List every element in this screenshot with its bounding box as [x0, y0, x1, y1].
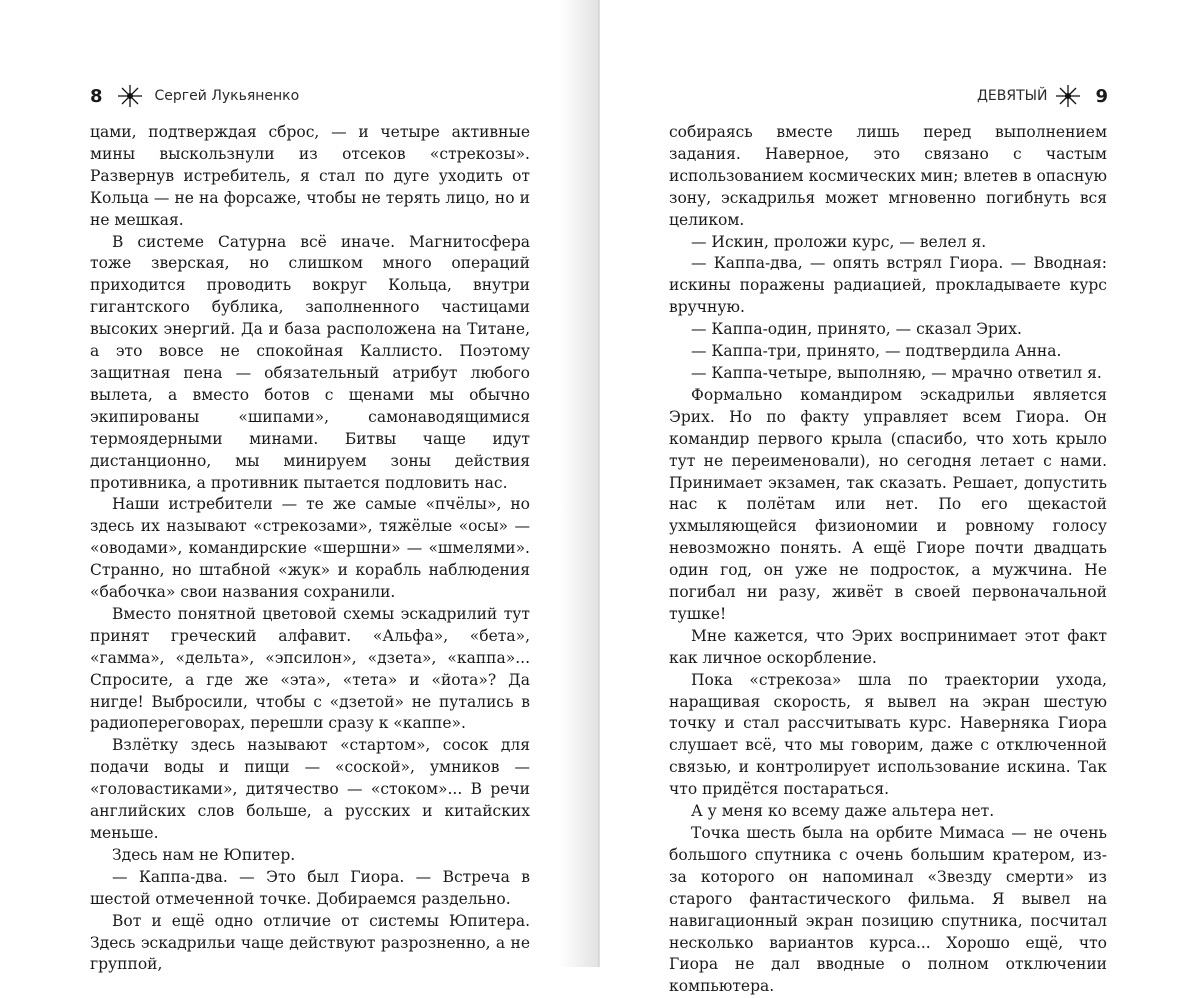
- right-page-body: [669, 122, 1107, 998]
- spark-ornament-icon: [115, 83, 145, 109]
- paragraph: Точка шесть была на орбите Мимаса — не очень большого спутника с очень большим кратером, из-за которого он напоминал «Звезду смерти» из старого фантастического фильма. Я вывел на навигационный экран позицию спутника, посчитал несколько вариантов курса... Хорошо ещё, что Гиора не дал вводные о полном отключении компьютера.: [669, 824, 1107, 996]
- paragraph: Взлётку здесь называют «стартом», сосок для подачи воды и пищи — «соской», умников — «головастиками», дитячество — «стоком»... В речи английских слов больше, а русских и китайских меньше.: [90, 736, 530, 842]
- paragraph: — Искин, проложи курс, — велел я.: [691, 232, 987, 251]
- paragraph: — Каппа-четыре, выполняю, — мрачно ответил я.: [691, 363, 1102, 382]
- paragraph: Формально командиром эскадрильи является Эрих. Но по факту управляет всем Гиора. Он командир первого крыла (спасибо, что хоть крыло тут не переименовали), но сегодня летает с нами. Принимает экзамен, так сказать. Решает, допустить нас к полётам или нет. По его щекастой ухмыляющейся физиономии и ровному голосу невозможно понять. А ещё Гиоре почти двадцать один год, он уже не подросток, а мужчина. Не погибал ни разу, живёт в своей первоначальной тушке!: [669, 385, 1107, 623]
- paragraph: А у меня ко всему даже альтера нет.: [691, 802, 995, 821]
- page-number: 8: [90, 85, 103, 107]
- paragraph: Наши истребители — те же самые «пчёлы», но здесь их называют «стрекозами», тяжёлые «осы» — «оводами», командирские «шершни» — «шмелями». Странно, но штабной «жук» и корабль наблюдения «бабочка» свои названия сохранили.: [90, 495, 530, 602]
- paragraph: цами, подтверждая сброс, — и четыре активные мины выскользнули из отсеков «стрекозы». Развернув истребитель, я стал по дуге уходить от Кольца — не на форсаже, чтобы не терять лицо, но и не мешкая.: [90, 123, 530, 229]
- paragraph: Вместо понятной цветовой схемы эскадрилий тут принят греческий алфавит. «Альфа», «бета», «гамма», «дельта», «эпсилон», «дзета», «каппа»... Спросите, а где же «эта», «тета» и «йота»? Да нигде! Выбросили, чтобы с «дзетой» не путались в радиопереговорах, перешли сразу к «каппе».: [90, 604, 530, 733]
- paragraph: — Каппа-два, — опять встрял Гиора. — Вводная: искины поражены радиацией, прокладываете курс вручную.: [669, 254, 1107, 317]
- paragraph: — Каппа-один, принято, — сказал Эрих.: [691, 320, 1022, 339]
- paragraph: Пока «стрекоза» шла по траектории ухода, наращивая скорость, я вывел на экран шестую точку и стал рассчитывать курс. Наверняка Гиора слушает всё, что мы говорим, даже с отключенной связью, и контролирует использование искина. Так что придётся постараться.: [669, 670, 1107, 799]
- paragraph: Здесь нам не Юпитер.: [112, 845, 296, 864]
- paragraph: — Каппа-два. — Это был Гиора. — Встреча в шестой отмеченной точке. Добираемся раздельно.: [90, 867, 530, 908]
- paragraph: Вот и ещё одно отличие от системы Юпитера. Здесь эскадрильи чаще действуют разрозненно, а не группой,: [90, 911, 530, 974]
- gutter-shadow: [560, 0, 600, 967]
- spark-ornament-icon: [1053, 83, 1083, 109]
- paragraph: собираясь вместе лишь перед выполнением задания. Наверное, это связано с частым использованием космических мин; влетев в опасную зону, эскадрилья может мгновенно погибнуть вся целиком.: [669, 123, 1107, 229]
- page-number: 9: [1095, 85, 1108, 107]
- paragraph: В системе Сатурна всё иначе. Магнитосфера тоже зверская, но слишком много операций приходится проводить вокруг Кольца, внутри гигантского бублика, заполненного частицами высоких энергий. Да и база расположена на Титане, а это вовсе не спокойная Каллисто. Поэтому защитная пена — обязательный атрибут любого вылета, а вместо ботов с щенами мы обычно экипированы «шипами», самонаводящимися термоядерными минами. Битвы чаще идут дистанционно, мы минируем зоны действия противника, а противник пытается подловить нас.: [90, 232, 530, 492]
- left-page: [0, 0, 596, 974]
- paragraph: — Каппа-три, принято, — подтвердила Анна.: [691, 342, 1062, 361]
- paragraph: Мне кажется, что Эрих воспринимает этот факт как личное оскорбление.: [669, 626, 1107, 667]
- left-page-body: [90, 122, 530, 976]
- running-head-author: Сергей Лукьяненко: [154, 88, 300, 104]
- right-page: [600, 0, 1200, 996]
- right-page-header: [977, 83, 1108, 109]
- running-head-title: ДЕВЯТЫЙ: [976, 88, 1048, 104]
- left-page-header: [90, 83, 299, 109]
